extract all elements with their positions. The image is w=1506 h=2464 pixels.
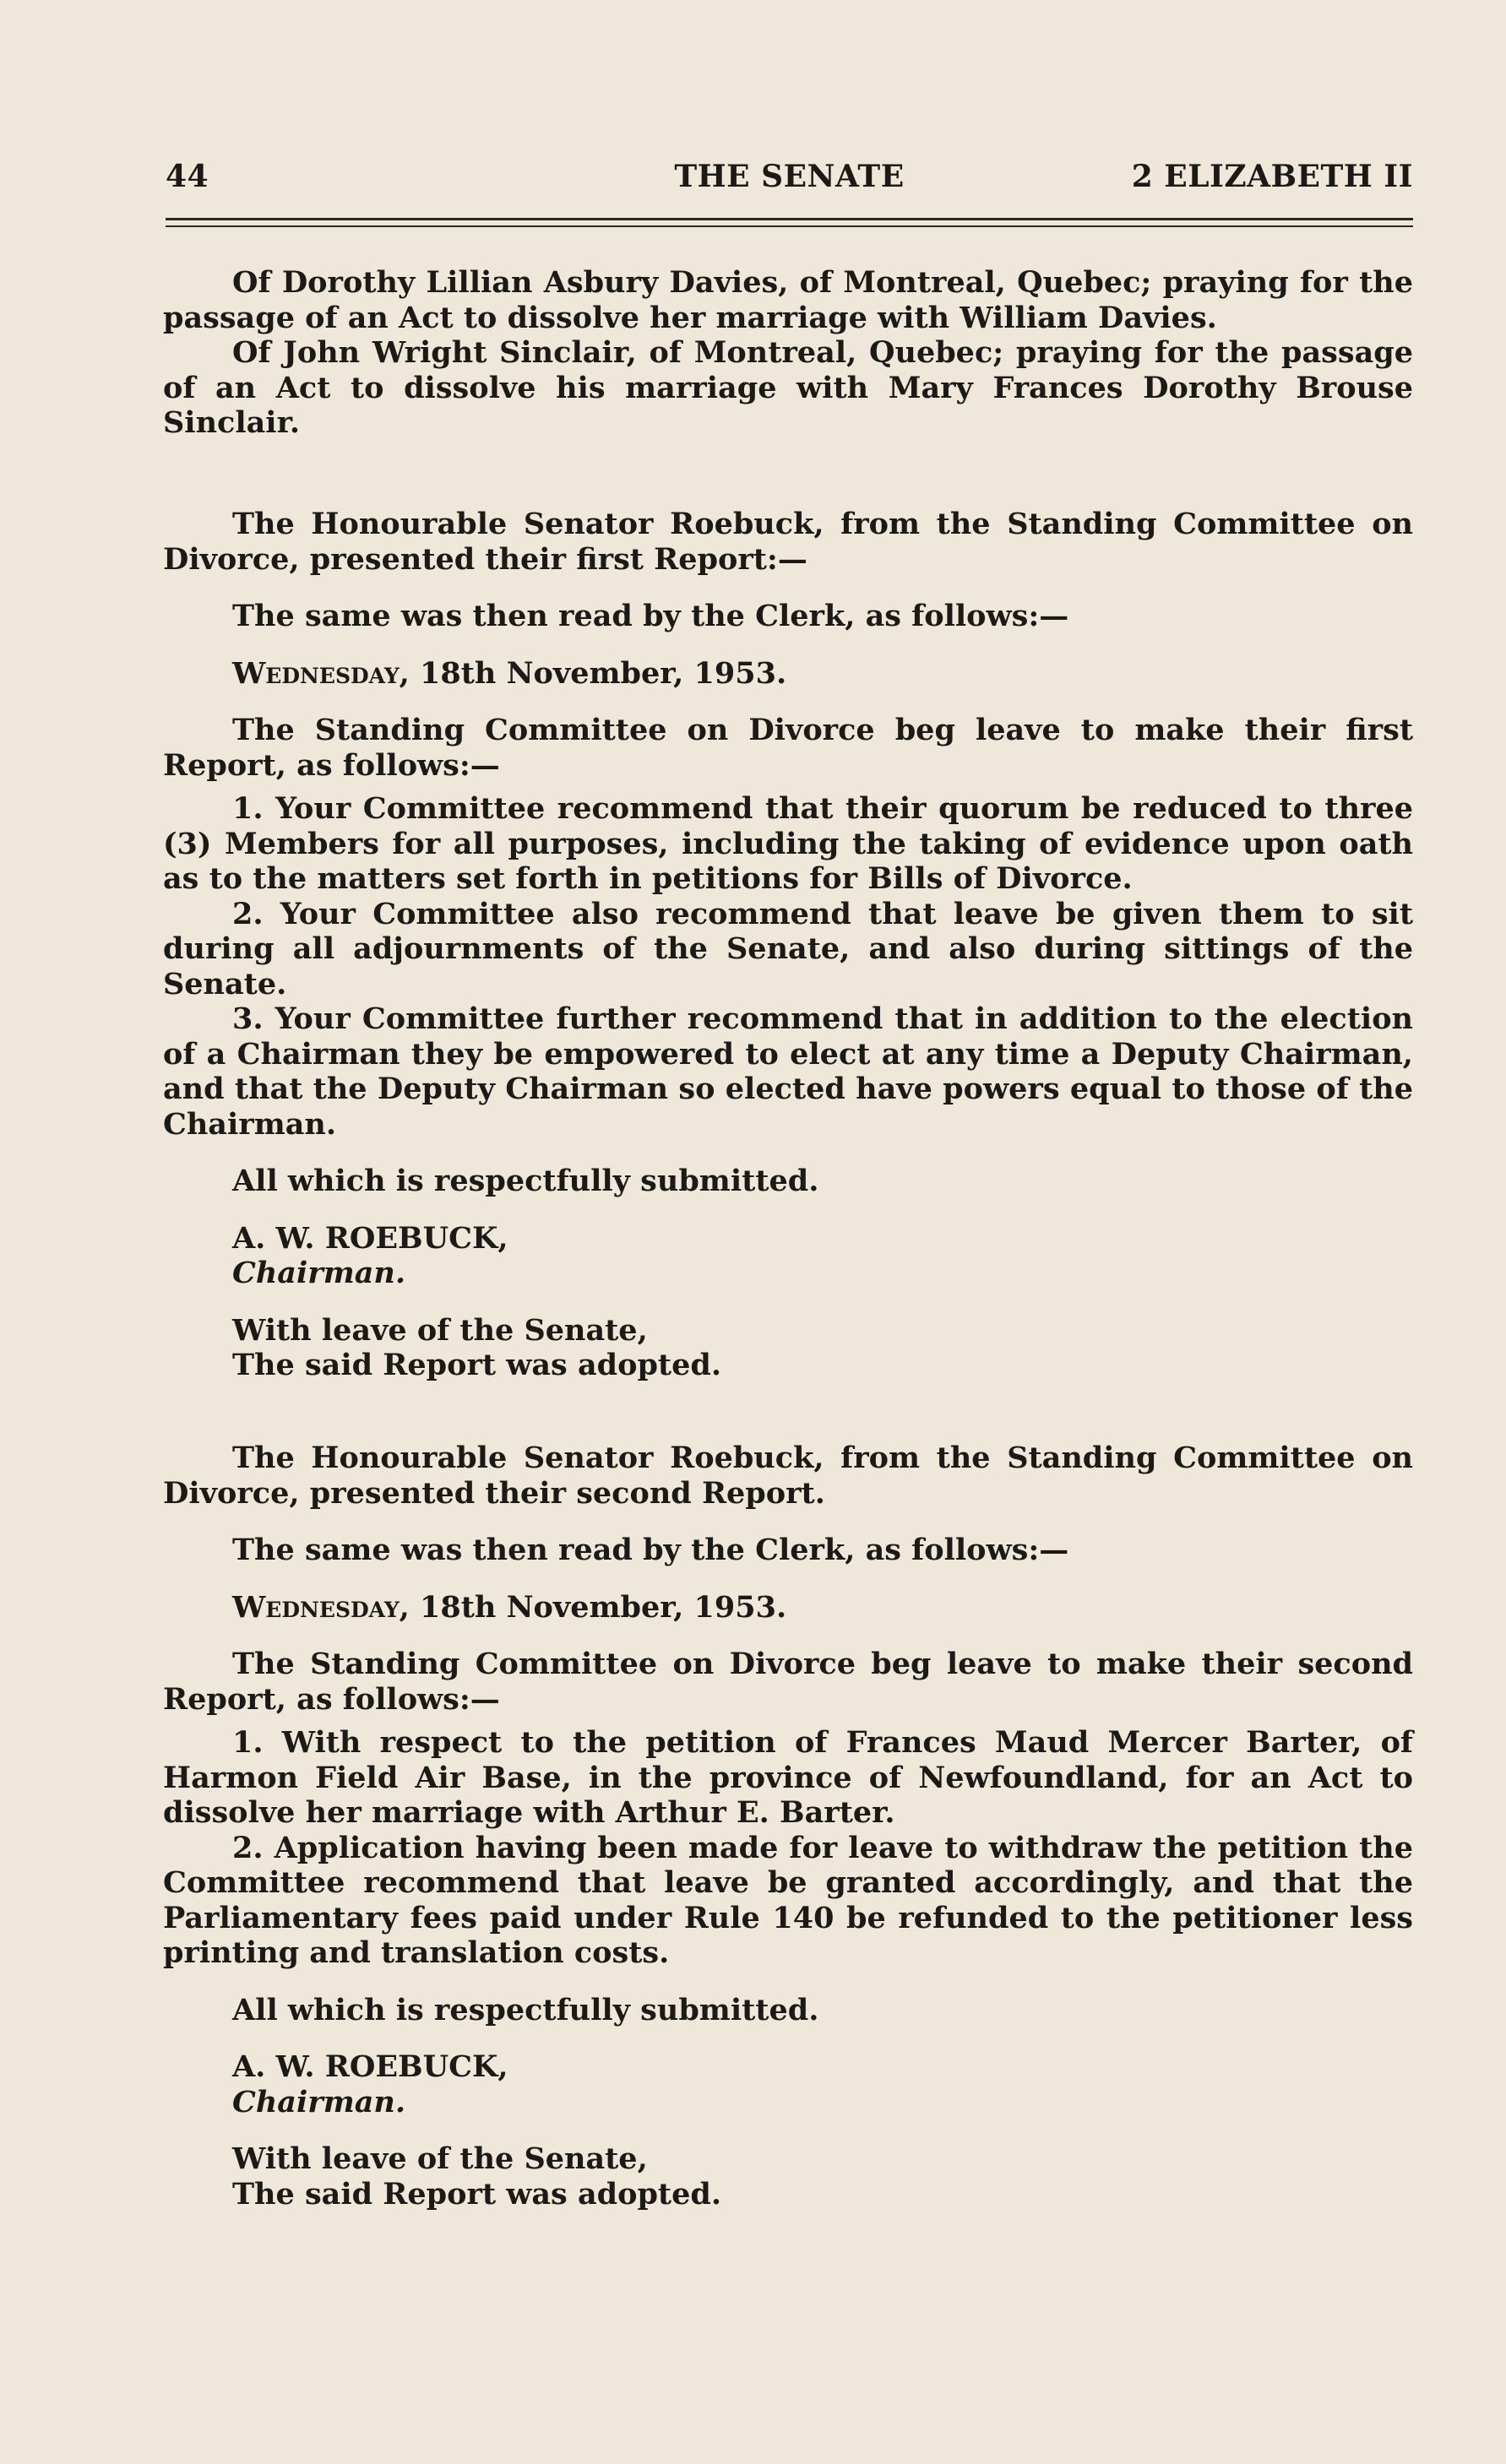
- second-report-date-rest: 18th November, 1953.: [409, 1589, 787, 1625]
- second-report-intro: The Honourable Senator Roebuck, from the Standing Committee on Divorce, presented their second Report.: [163, 1441, 1413, 1511]
- first-report-date-rest: 18th November, 1953.: [409, 655, 787, 691]
- first-report-intro: The Honourable Senator Roebuck, from the Standing Committee on Divorce, presented their first Report:—: [163, 507, 1413, 577]
- first-report-leave-line: With leave of the Senate,: [232, 1312, 648, 1348]
- second-report-adopted-line: The said Report was adopted.: [232, 2176, 722, 2212]
- second-report-item: 1. With respect to the petition of Frances Maud Mercer Barter, of Harmon Field Air Base, in the province of Newfoundland, for an Act to dissolve her marriage with Arthur E. Barter.: [163, 1725, 1413, 1830]
- first-report-item: 2. Your Committee also recommend that leave be given them to sit during all adjournments of the Senate, and also during sittings of the Senate.: [163, 896, 1413, 1001]
- petitions-block: [163, 265, 1413, 441]
- petition-paragraph: Of Dorothy Lillian Asbury Davies, of Montreal, Quebec; praying for the passage of an Act to dissolve her marriage with William Davies.: [163, 265, 1413, 335]
- second-report-section: [163, 1441, 1413, 2212]
- first-report-date: [163, 656, 1413, 692]
- running-header: [166, 159, 1413, 203]
- second-report-date-day: Wednesday,: [232, 1589, 410, 1625]
- header-rule-bottom: [166, 225, 1413, 227]
- first-report-item: 3. Your Committee further recommend that in addition to the election of a Chairman they be empowered to elect at any time a Deputy Chairman, and that the Deputy Chairman so elected have powers equal to those of the Chairman.: [163, 1001, 1413, 1142]
- second-report-opening: The Standing Committee on Divorce beg leave to make their second Report, as follows:—: [163, 1647, 1413, 1717]
- first-report-read-line: The same was then read by the Clerk, as follows:—: [232, 599, 1069, 633]
- first-report-closing: All which is respectfully submitted.: [232, 1164, 819, 1198]
- first-report-signatory-title: Chairman.: [232, 1256, 406, 1290]
- second-report-signatory-title: Chairman.: [232, 2084, 406, 2119]
- first-report-signatory: A. W. ROEBUCK,: [232, 1220, 508, 1256]
- first-report-date-day: Wednesday,: [232, 655, 410, 691]
- first-report-item: 1. Your Committee recommend that their quorum be reduced to three (3) Members for all purposes, including the taking of evidence upon oath as to the matters set forth in petitions for Bills of Divorce.: [163, 791, 1413, 896]
- second-report-signatory: A. W. ROEBUCK,: [232, 2049, 508, 2084]
- second-report-read-line: The same was then read by the Clerk, as follows:—: [232, 1533, 1069, 1567]
- header-rule-top: [166, 218, 1413, 220]
- session-label: 2 ELIZABETH II: [1131, 159, 1413, 194]
- page-title: THE SENATE: [674, 159, 905, 194]
- second-report-leave-line: With leave of the Senate,: [232, 2141, 648, 2176]
- first-report-adopted-line: The said Report was adopted.: [232, 1348, 722, 1382]
- petition-paragraph: Of John Wright Sinclair, of Montreal, Quebec; praying for the passage of an Act to dissolve his marriage with Mary Frances Dorothy Brouse Sinclair.: [163, 335, 1413, 440]
- second-report-item: 2. Application having been made for leave to withdraw the petition the Committee recommend that leave be granted accordingly, and that the Parliamentary fees paid under Rule 140 be refunded to the petitioner less printing and translation costs.: [163, 1830, 1413, 1970]
- page-number: 44: [166, 159, 209, 194]
- second-report-date: [163, 1590, 1413, 1625]
- second-report-closing: All which is respectfully submitted.: [232, 1992, 819, 2027]
- first-report-section: [163, 507, 1413, 1383]
- first-report-opening: The Standing Committee on Divorce beg leave to make their first Report, as follows:—: [163, 713, 1413, 783]
